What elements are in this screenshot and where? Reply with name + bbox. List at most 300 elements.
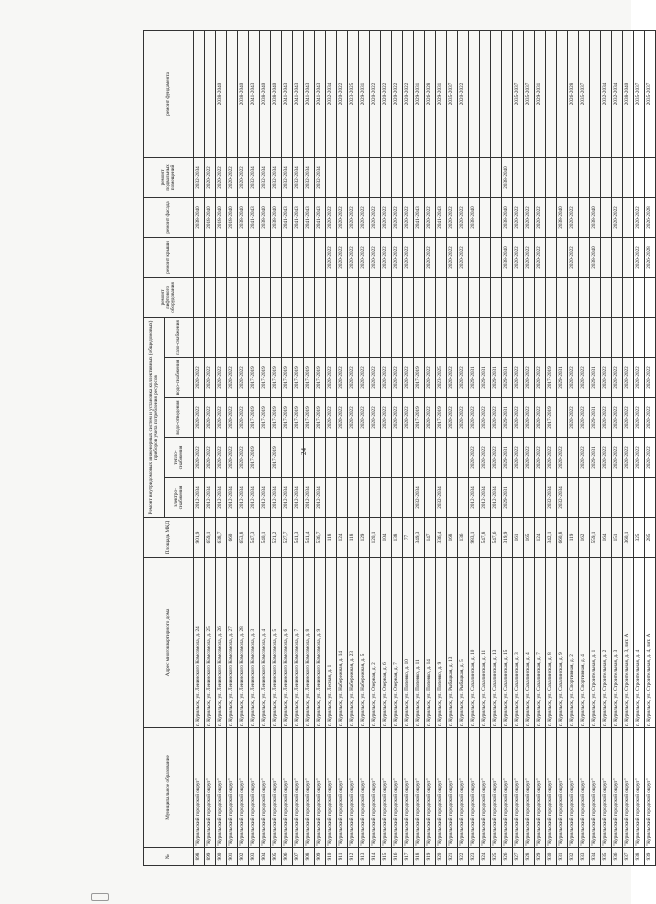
row-foundation: 2026-2028 — [568, 30, 579, 157]
row-facade — [480, 197, 491, 237]
row-heat: 2020-2022 — [579, 438, 590, 478]
row-electro — [524, 478, 535, 518]
row-number: 901 — [227, 848, 238, 866]
row-watersupply: 2017-2019 — [282, 358, 293, 398]
row-gas — [524, 317, 535, 357]
row-foundation: 2020-2022 — [381, 30, 392, 157]
row-roof — [315, 237, 326, 277]
row-roof — [293, 237, 304, 277]
row-water: 2020-2022 — [227, 398, 238, 438]
row-foundation: 2041-2043 — [282, 30, 293, 157]
row-roof — [579, 237, 590, 277]
row-gas — [601, 317, 612, 357]
row-elevator — [260, 277, 271, 317]
row-water: 2020-2022 — [403, 398, 414, 438]
row-roof — [480, 237, 491, 277]
row-elevator — [403, 277, 414, 317]
row-area: 165 — [524, 518, 535, 558]
table-row — [238, 30, 249, 865]
row-address: г. Курильск, ул. Сахалинская, д. 10 — [469, 558, 480, 728]
row-area: 527,7 — [282, 518, 293, 558]
row-area: 983,1 — [469, 518, 480, 558]
row-area: 124 — [337, 518, 348, 558]
row-address: г. Курильск, ул. Попевко, д. 10 — [403, 558, 414, 728]
table-row — [524, 30, 535, 865]
row-water: 2017-2019 — [260, 398, 271, 438]
header-address: Адрес многоквартирного дома — [144, 558, 194, 728]
row-gas — [491, 317, 502, 357]
row-number: 923 — [469, 848, 480, 866]
row-address: г. Курильск, ул. Ленинского Комсомола, д. 28 — [238, 558, 249, 728]
table-row — [216, 30, 227, 865]
row-water: 2020-2022 — [634, 398, 645, 438]
row-facade: 2038-2040 — [271, 197, 282, 237]
row-facade — [491, 197, 502, 237]
row-address: г. Курильск, ул. Сахалинская, д. 13 — [491, 558, 502, 728]
row-address: г. Курильск, ул. Набережная, д. 5 — [359, 558, 370, 728]
row-watersupply: 2020-2022 — [425, 358, 436, 398]
row-watersupply: 2020-2022 — [359, 358, 370, 398]
row-elevator — [469, 277, 480, 317]
row-foundation — [590, 30, 601, 157]
row-elevator — [282, 277, 293, 317]
row-address: г. Курильск, ул. Попевко, д. 14 — [425, 558, 436, 728]
row-facade: 2020-2022 — [326, 197, 337, 237]
row-gas — [535, 317, 546, 357]
table-row — [293, 30, 304, 865]
row-foundation: 2041-2043 — [249, 30, 260, 157]
row-elevator — [579, 277, 590, 317]
row-roof: 2038-2040 — [590, 237, 601, 277]
row-roof: 2020-2022 — [326, 237, 337, 277]
row-elevator — [348, 277, 359, 317]
row-roof — [469, 237, 480, 277]
row-basement: 2032-2034 — [282, 157, 293, 197]
row-municipality: "Курильский городской округ" — [249, 728, 260, 848]
row-gas — [326, 317, 337, 357]
row-basement — [392, 157, 403, 197]
row-roof: 2020-2022 — [447, 237, 458, 277]
row-gas — [271, 317, 282, 357]
table-row — [370, 30, 381, 865]
row-basement: 2038-2040 — [502, 157, 513, 197]
row-electro — [381, 478, 392, 518]
row-number: 902 — [238, 848, 249, 866]
row-water: 2017-2019 — [282, 398, 293, 438]
row-gas — [359, 317, 370, 357]
table-row — [403, 30, 414, 865]
row-watersupply: 2020-2022 — [205, 358, 216, 398]
row-roof: 2026-2028 — [645, 237, 656, 277]
table-row — [480, 30, 491, 865]
row-address: г. Курильск, ул. Сахалинская, д. 4 — [524, 558, 535, 728]
row-area: 120,1 — [370, 518, 381, 558]
row-watersupply: 2020-2022 — [568, 358, 579, 398]
row-basement — [425, 157, 436, 197]
row-area: 285 — [645, 518, 656, 558]
row-water — [557, 398, 568, 438]
row-address: г. Курильск, ул. Сахалинская, д. 15 — [502, 558, 513, 728]
row-elevator — [425, 277, 436, 317]
row-address: г. Курильск, ул. Попевко, д. 11 — [414, 558, 425, 728]
row-number: 910 — [326, 848, 337, 866]
row-basement — [458, 157, 469, 197]
row-number: 921 — [447, 848, 458, 866]
row-watersupply: 2020-2022 — [381, 358, 392, 398]
row-municipality: "Курильский городской округ" — [469, 728, 480, 848]
row-watersupply: 2020-2022 — [403, 358, 414, 398]
row-foundation: 2035-2037 — [447, 30, 458, 157]
row-gas — [568, 317, 579, 357]
table-row — [546, 30, 557, 865]
row-elevator — [535, 277, 546, 317]
row-basement — [557, 157, 568, 197]
row-basement — [436, 157, 447, 197]
row-heat — [282, 438, 293, 478]
row-basement: 2032-2034 — [315, 157, 326, 197]
row-watersupply: 2020-2022 — [612, 358, 623, 398]
row-municipality: "Курильский городской округ" — [480, 728, 491, 848]
row-area: 104 — [381, 518, 392, 558]
row-municipality: "Курильский городской округ" — [304, 728, 315, 848]
row-water: 2017-2019 — [315, 398, 326, 438]
row-heat — [447, 438, 458, 478]
row-address: г. Курильск, ул. Сахалинская, д. 7 — [535, 558, 546, 728]
row-municipality: "Курильский городской округ" — [513, 728, 524, 848]
row-area: 136 — [458, 518, 469, 558]
row-municipality: "Курильский городской округ" — [447, 728, 458, 848]
row-address: г. Курильск, ул. Сахалинская, д. 11 — [480, 558, 491, 728]
row-gas — [238, 317, 249, 357]
row-roof: 2020-2022 — [568, 237, 579, 277]
row-elevator — [645, 277, 656, 317]
row-watersupply: 2020-2022 — [623, 358, 634, 398]
row-foundation: 2029-2031 — [535, 30, 546, 157]
table-row — [414, 30, 425, 865]
table-row — [535, 30, 546, 865]
row-roof — [194, 237, 205, 277]
row-heat: 2020-2022 — [227, 438, 238, 478]
row-water: 2029-2031 — [590, 398, 601, 438]
row-foundation — [227, 30, 238, 157]
row-watersupply: 2029-2031 — [590, 358, 601, 398]
row-foundation — [205, 30, 216, 157]
row-water: 2020-2022 — [568, 398, 579, 438]
row-address: г. Курильск, ул. Строительная, д. 3, лит. А — [623, 558, 634, 728]
header-municipality: Муниципальное образование — [144, 728, 194, 848]
row-area: 164 — [601, 518, 612, 558]
row-watersupply: 2020-2022 — [216, 358, 227, 398]
row-heat: 2029-2031 — [502, 438, 513, 478]
row-roof — [623, 237, 634, 277]
row-address: г. Курильск, ул. Попевко, д. 9 — [436, 558, 447, 728]
row-electro — [513, 478, 524, 518]
row-area: 138 — [392, 518, 403, 558]
row-address: г. Курильск, ул. Лесная, д. 1 — [326, 558, 337, 728]
row-address: г. Курильск, ул. Рыбацкая, д. 13 — [447, 558, 458, 728]
row-roof — [205, 237, 216, 277]
row-municipality: "Курильский городской округ" — [282, 728, 293, 848]
row-heat — [370, 438, 381, 478]
row-municipality: "Курильский городской округ" — [359, 728, 370, 848]
row-basement — [403, 157, 414, 197]
row-basement — [612, 157, 623, 197]
row-electro — [403, 478, 414, 518]
row-heat — [348, 438, 359, 478]
row-gas — [502, 317, 513, 357]
row-roof — [216, 237, 227, 277]
row-water: 2017-2019 — [271, 398, 282, 438]
row-municipality: "Курильский городской округ" — [557, 728, 568, 848]
row-address: г. Курильск, ул. Строительная, д. 1 — [590, 558, 601, 728]
row-municipality: "Курильский городской округ" — [458, 728, 469, 848]
row-municipality: "Курильский городской округ" — [293, 728, 304, 848]
row-gas — [249, 317, 260, 357]
row-foundation: 2026-2028 — [425, 30, 436, 157]
row-address: г. Курильск, ул. Ленинского Комсомола, д. 9 — [315, 558, 326, 728]
row-foundation: 2038-2040 — [238, 30, 249, 157]
row-facade: 2020-2022 — [403, 197, 414, 237]
row-watersupply: 2020-2022 — [194, 358, 205, 398]
row-basement — [590, 157, 601, 197]
table-row — [502, 30, 513, 865]
row-area: 342,1 — [546, 518, 557, 558]
row-facade: 2020-2022 — [612, 197, 623, 237]
row-municipality: "Курильский городской округ" — [370, 728, 381, 848]
row-municipality: "Курильский городской округ" — [601, 728, 612, 848]
row-heat: 2020-2022 — [645, 438, 656, 478]
table-row — [436, 30, 447, 865]
row-number: 931 — [557, 848, 568, 866]
row-watersupply: 2017-2019 — [260, 358, 271, 398]
row-elevator — [370, 277, 381, 317]
row-number: 933 — [579, 848, 590, 866]
row-municipality: "Курильский городской округ" — [326, 728, 337, 848]
row-area: 147 — [425, 518, 436, 558]
row-electro: 2032-2034 — [436, 478, 447, 518]
row-municipality: "Курильский городской округ" — [425, 728, 436, 848]
row-facade: 2038-2040 — [238, 197, 249, 237]
row-electro — [579, 478, 590, 518]
row-watersupply: 2029-2031 — [491, 358, 502, 398]
row-foundation — [480, 30, 491, 157]
row-electro: 2032-2034 — [557, 478, 568, 518]
row-facade: 2020-2022 — [568, 197, 579, 237]
row-heat — [381, 438, 392, 478]
row-heat: 2017-2019 — [249, 438, 260, 478]
row-water: 2020-2022 — [612, 398, 623, 438]
header-water: водо-отведения — [165, 398, 194, 438]
row-gas — [227, 317, 238, 357]
row-address: г. Курильск, ул. Строительная, д. 4, лит. А — [645, 558, 656, 728]
header-elevator: ремонт лифтового оборудования — [144, 277, 194, 317]
row-number: 934 — [590, 848, 601, 866]
row-area: 162 — [579, 518, 590, 558]
table-row — [337, 30, 348, 865]
row-basement — [568, 157, 579, 197]
row-gas — [392, 317, 403, 357]
row-elevator — [491, 277, 502, 317]
row-area: 118 — [326, 518, 337, 558]
row-water: 2017-2019 — [249, 398, 260, 438]
row-electro: 2012-2034 — [238, 478, 249, 518]
row-watersupply: 2020-2022 — [535, 358, 546, 398]
row-gas — [436, 317, 447, 357]
row-watersupply: 2020-2022 — [348, 358, 359, 398]
row-municipality: "Курильский городской округ" — [436, 728, 447, 848]
table-row — [260, 30, 271, 865]
row-facade: 2020-2022 — [524, 197, 535, 237]
row-watersupply: 2020-2022 — [513, 358, 524, 398]
row-water: 2017-2019 — [293, 398, 304, 438]
table-row — [634, 30, 645, 865]
row-electro: 2032-2034 — [546, 478, 557, 518]
row-electro: 2032-2034 — [414, 478, 425, 518]
row-gas — [381, 317, 392, 357]
row-electro — [535, 478, 546, 518]
row-municipality: "Курильский городской округ" — [403, 728, 414, 848]
row-area: 660,8 — [557, 518, 568, 558]
row-municipality: "Курильский городской округ" — [337, 728, 348, 848]
row-facade: 2020-2022 — [381, 197, 392, 237]
row-number: 900 — [216, 848, 227, 866]
row-address: г. Курильск, ул. Озерная, д. 6 — [381, 558, 392, 728]
row-municipality: "Курильский городской округ" — [205, 728, 216, 848]
row-electro: 2012-2034 — [194, 478, 205, 518]
row-heat: 2020-2022 — [535, 438, 546, 478]
row-gas — [337, 317, 348, 357]
row-water: 2020-2022 — [579, 398, 590, 438]
row-facade: 2038-2040 — [194, 197, 205, 237]
row-electro: 2029-2031 — [502, 478, 513, 518]
row-basement — [546, 157, 557, 197]
row-municipality: "Курильский городской округ" — [645, 728, 656, 848]
row-foundation: 2020-2022 — [392, 30, 403, 157]
row-roof — [271, 237, 282, 277]
row-basement — [370, 157, 381, 197]
row-facade: 2020-2022 — [370, 197, 381, 237]
row-watersupply: 2020-2022 — [238, 358, 249, 398]
row-facade: 2038-2040 — [502, 197, 513, 237]
row-municipality: "Курильский городской округ" — [502, 728, 513, 848]
row-address: г. Курильск, ул. Сахалинская, д. 8 — [546, 558, 557, 728]
row-basement: 2032-2034 — [260, 157, 271, 197]
row-foundation: 2041-2043 — [304, 30, 315, 157]
table-row — [271, 30, 282, 865]
row-municipality: "Курильский городской округ" — [315, 728, 326, 848]
row-roof — [491, 237, 502, 277]
row-area: 77 — [403, 518, 414, 558]
row-elevator — [568, 277, 579, 317]
row-elevator — [480, 277, 491, 317]
row-roof — [260, 237, 271, 277]
row-watersupply: 2020-2022 — [645, 358, 656, 398]
row-elevator — [557, 277, 568, 317]
row-gas — [205, 317, 216, 357]
row-facade: 2020-2022 — [513, 197, 524, 237]
row-electro: 2012-2034 — [205, 478, 216, 518]
row-area: 521,2 — [271, 518, 282, 558]
row-water: 2020-2022 — [480, 398, 491, 438]
row-elevator — [634, 277, 645, 317]
row-elevator — [447, 277, 458, 317]
row-water: 2020-2022 — [447, 398, 458, 438]
row-electro: 2012-2034 — [304, 478, 315, 518]
row-watersupply: 2029-2031 — [557, 358, 568, 398]
row-gas — [513, 317, 524, 357]
row-number: 903 — [249, 848, 260, 866]
row-watersupply: 2020-2022 — [579, 358, 590, 398]
row-heat: 2020-2022 — [491, 438, 502, 478]
row-watersupply: 2017-2019 — [546, 358, 557, 398]
row-address: г. Курильск, ул. Ленинского Комсомола, д. 5 — [271, 558, 282, 728]
row-basement — [513, 157, 524, 197]
table-row — [645, 30, 656, 865]
row-heat: 2020-2022 — [480, 438, 491, 478]
row-heat: 2029-2031 — [590, 438, 601, 478]
row-heat — [425, 438, 436, 478]
table-row — [359, 30, 370, 865]
row-foundation: 2038-2040 — [623, 30, 634, 157]
row-gas — [480, 317, 491, 357]
row-electro: 2012-2034 — [293, 478, 304, 518]
row-roof: 2020-2022 — [370, 237, 381, 277]
row-area: 325 — [634, 518, 645, 558]
row-heat — [436, 438, 447, 478]
row-elevator — [381, 277, 392, 317]
row-heat: 2020-2022 — [194, 438, 205, 478]
repair-schedule-table — [143, 30, 656, 866]
row-roof: 2020-2022 — [524, 237, 535, 277]
row-watersupply: 2017-2019 — [293, 358, 304, 398]
row-area: 319,9 — [502, 518, 513, 558]
row-address: г. Курильск, ул. Спортивная, д. 4 — [579, 558, 590, 728]
row-foundation: 2029-2031 — [359, 30, 370, 157]
table-row — [612, 30, 623, 865]
row-number: 898 — [194, 848, 205, 866]
row-electro: 2012-2034 — [491, 478, 502, 518]
row-municipality: "Курильский городской округ" — [546, 728, 557, 848]
row-facade: 2018-2040 — [227, 197, 238, 237]
row-electro: 2012-2034 — [216, 478, 227, 518]
row-number: 916 — [392, 848, 403, 866]
row-address: г. Курильск, ул. Ленинского Комсомола, д. 6 — [282, 558, 293, 728]
header-watersupply: водо-снабжения — [165, 358, 194, 398]
row-elevator — [293, 277, 304, 317]
row-heat: 2020-2022 — [238, 438, 249, 478]
row-electro — [645, 478, 656, 518]
row-heat: 2020-2022 — [513, 438, 524, 478]
row-number: 929 — [535, 848, 546, 866]
row-heat: 2020-2022 — [623, 438, 634, 478]
row-water: 2020-2022 — [216, 398, 227, 438]
row-water: 2020-2022 — [645, 398, 656, 438]
row-water: 2020-2022 — [381, 398, 392, 438]
row-gas — [557, 317, 568, 357]
table-row — [557, 30, 568, 865]
row-area: 638,7 — [216, 518, 227, 558]
row-foundation: 2035-2037 — [579, 30, 590, 157]
row-municipality: "Курильский городской округ" — [216, 728, 227, 848]
row-basement — [645, 157, 656, 197]
row-basement — [535, 157, 546, 197]
row-heat — [293, 438, 304, 478]
row-area: 124 — [535, 518, 546, 558]
row-heat — [260, 438, 271, 478]
row-number: 915 — [381, 848, 392, 866]
row-area: 536,7 — [315, 518, 326, 558]
row-electro — [348, 478, 359, 518]
